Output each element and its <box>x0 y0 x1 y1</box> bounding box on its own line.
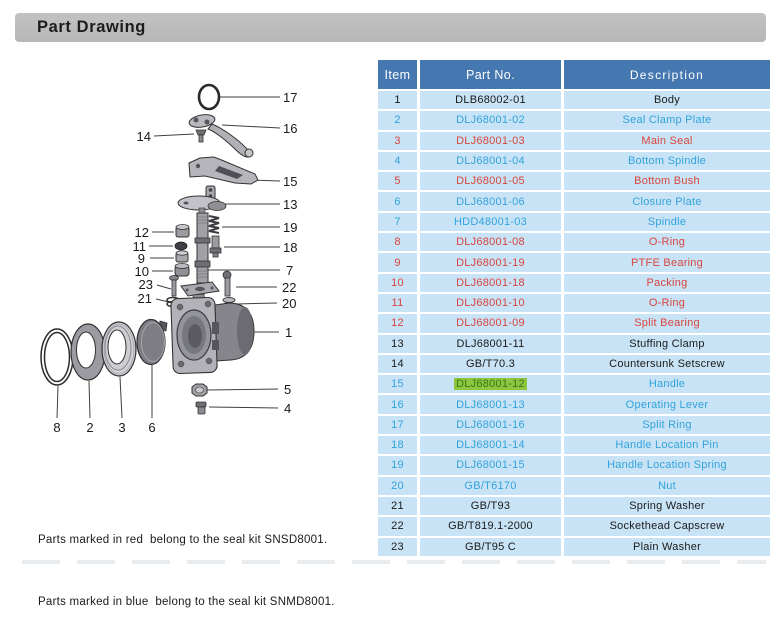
cell-part-no: DLJ68001-02 <box>420 111 561 129</box>
cell-description: O-Ring <box>564 233 770 251</box>
cell-part-no: DLJ68001-13 <box>420 395 561 413</box>
table-row <box>378 294 770 312</box>
cell-item: 13 <box>378 335 417 353</box>
part-main-seal <box>102 322 136 376</box>
callout-label-11: 11 <box>132 239 146 254</box>
callout-label-6: 6 <box>148 420 156 435</box>
part-bottom-bush <box>192 384 207 396</box>
cell-item: 19 <box>378 456 417 474</box>
part-handle-location-pin <box>210 236 221 257</box>
parts-table <box>378 60 770 556</box>
cell-item: 8 <box>378 233 417 251</box>
cell-description: Operating Lever <box>564 395 770 413</box>
cell-description: O-Ring <box>564 294 770 312</box>
cell-part-no: GB/T70.3 <box>420 355 561 373</box>
cell-description: Main Seal <box>564 132 770 150</box>
table-row <box>378 172 770 190</box>
callout-label-12: 12 <box>134 225 149 240</box>
table-row <box>378 253 770 271</box>
cell-part-no: GB/T819.1-2000 <box>420 517 561 535</box>
cell-item: 17 <box>378 416 417 434</box>
table-row <box>378 355 770 373</box>
cell-item: 21 <box>378 497 417 515</box>
callout-label-15: 15 <box>283 174 298 189</box>
cell-item: 1 <box>378 91 417 109</box>
cell-description: Plain Washer <box>564 538 770 556</box>
table-row <box>378 152 770 170</box>
table-row <box>378 91 770 109</box>
cell-description: Bottom Spindle <box>564 152 770 170</box>
table-row <box>378 477 770 495</box>
callout-label-13: 13 <box>283 197 298 212</box>
table-row <box>378 538 770 556</box>
cell-description: Nut <box>564 477 770 495</box>
callout-label-18: 18 <box>283 240 298 255</box>
cell-part-no: DLJ68001-03 <box>420 132 561 150</box>
callout-label-20: 20 <box>282 296 297 311</box>
callout-label-17: 17 <box>283 90 298 105</box>
cell-part-no: GB/T95 C <box>420 538 561 556</box>
table-header-row <box>378 60 770 89</box>
callout-label-5: 5 <box>284 382 292 397</box>
callout-label-23: 23 <box>138 277 153 292</box>
cell-description: Bottom Bush <box>564 172 770 190</box>
cell-item: 6 <box>378 192 417 210</box>
page-title: Part Drawing <box>37 18 146 36</box>
callout-label-14: 14 <box>136 129 151 144</box>
callout-label-7: 7 <box>286 263 294 278</box>
table-row <box>378 436 770 454</box>
table-row <box>378 335 770 353</box>
part-body <box>171 282 254 374</box>
cell-description: Split Bearing <box>564 314 770 332</box>
cell-item: 5 <box>378 172 417 190</box>
cell-item: 7 <box>378 213 417 231</box>
table-row <box>378 274 770 292</box>
cell-description: Spindle <box>564 213 770 231</box>
part-handle <box>189 157 258 184</box>
part-bottom-spindle <box>196 402 206 414</box>
cell-description: Body <box>564 91 770 109</box>
header-part-no: Part No. <box>420 60 561 89</box>
cell-description: Split Ring <box>564 416 770 434</box>
cell-part-no: DLJ68001-11 <box>420 335 561 353</box>
part-ptfe-bearing <box>176 251 188 262</box>
cell-part-no: DLJ68001-14 <box>420 436 561 454</box>
cell-description: Stuffing Clamp <box>564 335 770 353</box>
cell-part-no: DLJ68001-09 <box>420 314 561 332</box>
table-row <box>378 497 770 515</box>
cell-part-no: DLJ68001-18 <box>420 274 561 292</box>
callout-label-10: 10 <box>134 264 149 279</box>
note-red-seal-kit: Parts marked in red belong to the seal kit SNSD8001. <box>38 534 328 546</box>
table-row <box>378 314 770 332</box>
cell-part-no: DLB68002-01 <box>420 91 561 109</box>
table-row <box>378 132 770 150</box>
cell-item: 15 <box>378 375 417 393</box>
table-row <box>378 456 770 474</box>
part-countersunk-setscrew <box>196 130 206 142</box>
cell-item: 12 <box>378 314 417 332</box>
cell-part-no: DLJ68001-15 <box>420 456 561 474</box>
cell-description: Spring Washer <box>564 497 770 515</box>
cell-item: 16 <box>378 395 417 413</box>
part-capscrew-left <box>170 276 179 297</box>
cell-description: Packing <box>564 274 770 292</box>
part-split-ring <box>199 85 219 109</box>
table-row <box>378 517 770 535</box>
section-title-bar <box>15 13 766 42</box>
parts-table-body <box>378 91 770 556</box>
callout-label-21: 21 <box>137 291 152 306</box>
cell-item: 23 <box>378 538 417 556</box>
part-o-ring-small <box>175 242 187 250</box>
cell-part-no: DLJ68001-08 <box>420 233 561 251</box>
cell-part-no: DLJ68001-04 <box>420 152 561 170</box>
note-blue-seal-kit: Parts marked in blue belong to the seal kit SNMD8001. <box>38 595 335 608</box>
cell-description: Handle Location Spring <box>564 456 770 474</box>
part-closure-plate <box>137 320 167 365</box>
cell-part-no: GB/T6170 <box>420 477 561 495</box>
cell-item: 11 <box>378 294 417 312</box>
cell-item: 9 <box>378 253 417 271</box>
exploded-view-diagram <box>10 70 370 510</box>
header-item: Item <box>378 60 417 89</box>
cell-description: Seal Clamp Plate <box>564 111 770 129</box>
cell-item: 20 <box>378 477 417 495</box>
cell-item: 2 <box>378 111 417 129</box>
cell-description: Closure Plate <box>564 192 770 210</box>
table-row <box>378 111 770 129</box>
part-split-bearing <box>176 225 189 238</box>
cell-part-no: DLJ68001-06 <box>420 192 561 210</box>
table-row <box>378 233 770 251</box>
part-capscrew-right <box>223 271 231 296</box>
cell-description: PTFE Bearing <box>564 253 770 271</box>
part-o-ring-large <box>41 329 73 385</box>
callout-label-16: 16 <box>283 121 298 136</box>
cell-item: 18 <box>378 436 417 454</box>
cell-part-no: DLJ68001-19 <box>420 253 561 271</box>
cell-part-no: DLJ68001-16 <box>420 416 561 434</box>
part-packing <box>175 264 189 277</box>
callout-label-9: 9 <box>137 251 145 266</box>
cell-item: 22 <box>378 517 417 535</box>
cell-part-no: DLJ68001-05 <box>420 172 561 190</box>
cell-item: 10 <box>378 274 417 292</box>
cell-item: 4 <box>378 152 417 170</box>
highlighted-part-no: DLJ68001-12 <box>456 378 525 391</box>
table-row <box>378 213 770 231</box>
table-row <box>378 192 770 210</box>
header-description: Description <box>564 60 770 89</box>
cell-description: Sockethead Capscrew <box>564 517 770 535</box>
callout-label-4: 4 <box>284 401 292 416</box>
callout-label-1: 1 <box>285 325 293 340</box>
cell-part-no: DLJ68001-10 <box>420 294 561 312</box>
part-spindle <box>195 208 210 283</box>
table-row <box>378 416 770 434</box>
callout-labels <box>53 90 297 435</box>
cell-part-no: HDD48001-03 <box>420 213 561 231</box>
part-handle-location-spring <box>209 216 219 233</box>
cropped-next-section <box>22 560 766 564</box>
part-stuffing-clamp <box>178 186 226 211</box>
callout-label-22: 22 <box>282 280 297 295</box>
cell-description: Handle Location Pin <box>564 436 770 454</box>
callout-label-3: 3 <box>118 420 126 435</box>
cell-description: Handle <box>564 375 770 393</box>
cell-part-no <box>420 375 561 393</box>
table-row <box>378 395 770 413</box>
callout-label-19: 19 <box>283 220 298 235</box>
callout-label-8: 8 <box>53 420 61 435</box>
cell-item: 14 <box>378 355 417 373</box>
cell-description: Countersunk Setscrew <box>564 355 770 373</box>
cell-part-no: GB/T93 <box>420 497 561 515</box>
part-seal-clamp-plate <box>71 324 105 380</box>
callout-label-2: 2 <box>86 420 94 435</box>
table-row <box>378 375 770 393</box>
cell-item: 3 <box>378 132 417 150</box>
